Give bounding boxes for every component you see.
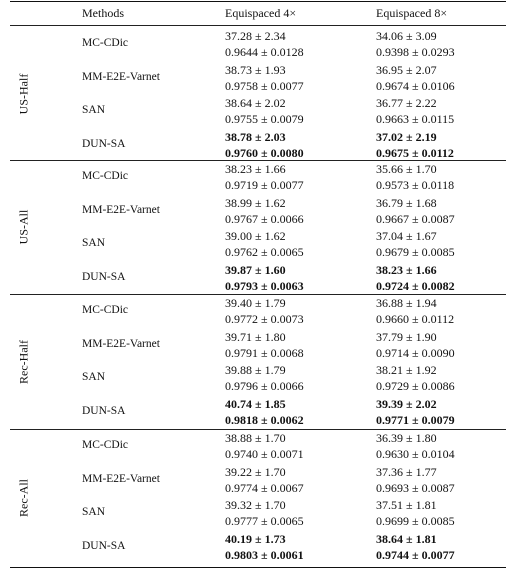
- group-label-text: US-Half: [16, 73, 31, 114]
- equispaced-8x-ssim-value: 0.9663 ± 0.0115: [376, 112, 455, 126]
- method-name: MC-CDic: [82, 37, 128, 49]
- equispaced-8x-ssim-value: 0.9573 ± 0.0118: [376, 178, 455, 192]
- equispaced-4x-ssim-value: 0.9777 ± 0.0065: [225, 514, 304, 528]
- group-separator: [10, 429, 506, 430]
- equispaced-4x-psnr-value: 39.40 ± 1.79: [225, 296, 286, 310]
- equispaced-8x-psnr-value: 36.79 ± 1.68: [376, 195, 437, 210]
- equispaced-8x-ssim-value: 0.9679 ± 0.0085: [376, 245, 455, 259]
- method-name: SAN: [82, 237, 106, 249]
- equispaced-4x-psnr-value: 39.00 ± 1.62: [225, 229, 286, 243]
- equispaced-8x-psnr-value: 37.36 ± 1.77: [376, 464, 437, 479]
- equispaced-4x-psnr-value: 39.22 ± 1.70: [225, 464, 286, 479]
- method-name: MC-CDic: [82, 304, 128, 316]
- equispaced-8x-ssim-value: 0.9729 ± 0.0086: [376, 379, 455, 393]
- equispaced-4x-psnr-value: 40.19 ± 1.73: [225, 531, 286, 546]
- group-separator: [10, 294, 506, 295]
- equispaced-4x-psnr-value: 39.87 ± 1.60: [225, 262, 286, 277]
- equispaced-8x-ssim-value: 0.9693 ± 0.0087: [376, 480, 455, 495]
- equispaced-8x-psnr-value: 36.39 ± 1.80: [376, 431, 437, 445]
- equispaced-8x-psnr-value: 34.06 ± 3.09: [376, 29, 437, 43]
- method-name: DUN-SA: [82, 404, 126, 417]
- group-label: [14, 28, 34, 159]
- top-rule: [10, 1, 506, 2]
- equispaced-4x-ssim-value: 0.9774 ± 0.0067: [225, 480, 304, 495]
- equispaced-8x-ssim-value: 0.9699 ± 0.0085: [376, 514, 455, 528]
- equispaced-4x-ssim-value: 0.9719 ± 0.0077: [225, 178, 304, 192]
- equispaced-4x-psnr-value: 37.28 ± 2.34: [225, 29, 286, 43]
- method-name: SAN: [82, 506, 106, 518]
- method-name: DUN-SA: [82, 137, 126, 150]
- group-label: [14, 430, 34, 566]
- method-name: DUN-SA: [82, 270, 126, 283]
- equispaced-8x-ssim-value: 0.9724 ± 0.0082: [376, 278, 455, 293]
- equispaced-4x-ssim-value: 0.9740 ± 0.0071: [225, 447, 304, 461]
- equispaced-4x-ssim-value: 0.9791 ± 0.0068: [225, 345, 304, 360]
- method-name: DUN-SA: [82, 539, 126, 552]
- method-name: MM-E2E-Varnet: [82, 337, 160, 350]
- equispaced-8x-psnr-value: 36.95 ± 2.07: [376, 62, 437, 77]
- equispaced-8x-ssim-value: 0.9674 ± 0.0106: [376, 78, 455, 93]
- equispaced-8x-psnr-value: 36.77 ± 2.22: [376, 96, 437, 110]
- group-label-text: Rec-Half: [16, 339, 31, 384]
- equispaced-8x-ssim-value: 0.9660 ± 0.0112: [376, 312, 455, 326]
- equispaced-4x-psnr-value: 38.23 ± 1.66: [225, 162, 286, 176]
- method-name: SAN: [82, 371, 106, 383]
- equispaced-4x-ssim-value: 0.9755 ± 0.0079: [225, 112, 304, 126]
- equispaced-8x-ssim-value: 0.9714 ± 0.0090: [376, 345, 455, 360]
- equispaced-4x-ssim-value: 0.9762 ± 0.0065: [225, 245, 304, 259]
- equispaced-4x-ssim-value: 0.9803 ± 0.0061: [225, 547, 304, 562]
- header-equispaced-4x: Equispaced 4×: [225, 6, 297, 20]
- group-label-text: US-All: [16, 209, 31, 245]
- equispaced-4x-ssim-value: 0.9796 ± 0.0066: [225, 379, 304, 393]
- equispaced-8x-ssim-value: 0.9667 ± 0.0087: [376, 211, 455, 226]
- equispaced-8x-ssim-value: 0.9630 ± 0.0104: [376, 447, 455, 461]
- equispaced-8x-psnr-value: 37.51 ± 1.81: [376, 498, 437, 512]
- method-name: MC-CDic: [82, 439, 128, 451]
- equispaced-4x-ssim-value: 0.9758 ± 0.0077: [225, 78, 304, 93]
- equispaced-4x-psnr-value: 38.64 ± 2.02: [225, 96, 286, 110]
- group-label-text: Rec-All: [16, 479, 31, 517]
- equispaced-4x-ssim-value: 0.9760 ± 0.0080: [225, 145, 304, 160]
- equispaced-8x-psnr-value: 37.79 ± 1.90: [376, 329, 437, 344]
- equispaced-8x-psnr-value: 39.39 ± 2.02: [376, 396, 437, 411]
- header-methods: Methods: [82, 6, 124, 20]
- equispaced-4x-psnr-value: 39.88 ± 1.79: [225, 363, 286, 377]
- equispaced-8x-ssim-value: 0.9771 ± 0.0079: [376, 412, 455, 427]
- header-rule: [10, 25, 506, 26]
- equispaced-4x-ssim-value: 0.9772 ± 0.0073: [225, 312, 304, 326]
- equispaced-4x-psnr-value: 39.32 ± 1.70: [225, 498, 286, 512]
- equispaced-8x-psnr-value: 37.02 ± 2.19: [376, 129, 437, 144]
- equispaced-8x-psnr-value: 38.21 ± 1.92: [376, 363, 437, 377]
- equispaced-8x-ssim-value: 0.9675 ± 0.0112: [376, 145, 454, 160]
- equispaced-4x-psnr-value: 38.99 ± 1.62: [225, 195, 286, 210]
- equispaced-4x-psnr-value: 38.73 ± 1.93: [225, 62, 286, 77]
- equispaced-4x-psnr-value: 38.88 ± 1.70: [225, 431, 286, 445]
- method-name: MC-CDic: [82, 170, 128, 182]
- equispaced-4x-ssim-value: 0.9793 ± 0.0063: [225, 278, 304, 293]
- equispaced-8x-ssim-value: 0.9744 ± 0.0077: [376, 547, 455, 562]
- header-equispaced-8x: Equispaced 8×: [376, 6, 448, 20]
- equispaced-4x-psnr-value: 40.74 ± 1.85: [225, 396, 286, 411]
- equispaced-8x-ssim-value: 0.9398 ± 0.0293: [376, 45, 455, 59]
- method-name: SAN: [82, 104, 106, 116]
- method-name: MM-E2E-Varnet: [82, 70, 160, 83]
- method-name: MM-E2E-Varnet: [82, 203, 160, 216]
- equispaced-4x-ssim-value: 0.9767 ± 0.0066: [225, 211, 304, 226]
- equispaced-8x-psnr-value: 38.23 ± 1.66: [376, 262, 437, 277]
- equispaced-8x-psnr-value: 35.66 ± 1.70: [376, 162, 437, 176]
- equispaced-8x-psnr-value: 38.64 ± 1.81: [376, 531, 437, 546]
- bottom-rule: [10, 567, 506, 568]
- equispaced-8x-psnr-value: 37.04 ± 1.67: [376, 229, 437, 243]
- group-label: [14, 295, 34, 428]
- method-name: MM-E2E-Varnet: [82, 472, 160, 485]
- equispaced-4x-ssim-value: 0.9644 ± 0.0128: [225, 45, 304, 59]
- group-separator: [10, 160, 506, 161]
- equispaced-8x-psnr-value: 36.88 ± 1.94: [376, 296, 437, 310]
- group-label: [14, 161, 34, 293]
- equispaced-4x-ssim-value: 0.9818 ± 0.0062: [225, 412, 304, 427]
- equispaced-4x-psnr-value: 38.78 ± 2.03: [225, 129, 286, 144]
- equispaced-4x-psnr-value: 39.71 ± 1.80: [225, 329, 286, 344]
